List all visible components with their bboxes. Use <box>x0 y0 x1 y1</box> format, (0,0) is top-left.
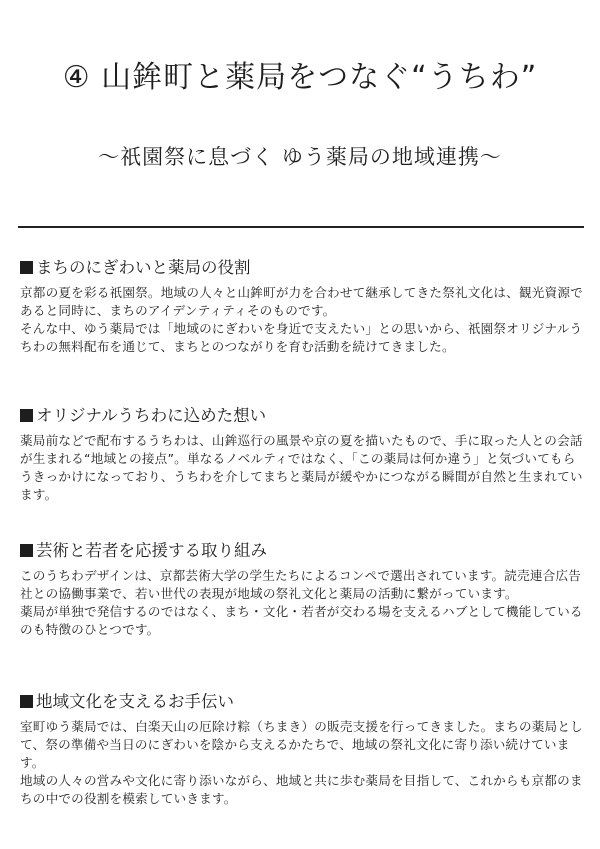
section-heading <box>20 690 586 714</box>
page-subtitle: 〜祇園祭に息づく ゆう薬局の地域連携〜 <box>98 145 502 169</box>
page-title: ④ 山鉾町と薬局をつなぐ“うちわ” <box>62 60 538 95</box>
section-original-uchiwa <box>20 404 586 504</box>
section-paragraph: このうちわデザインは、京都芸術大学の学生たちによるコンペで選出されています。読売連合広告社との協働事業で、若い世代の表現が地域の祭礼文化と薬局の活動に繋がっています。 <box>20 568 582 601</box>
section-paragraph: 薬局前などで配布するうちわは、山鉾巡行の風景や京の夏を描いたもので、手に取った人との会話が生まれる“地域との接点”。単なるノベルティではなく、「この薬局は何か違う」と気づいてもらうきっかけになっており、うちわを介してまちと薬局が緩やかにつながる瞬間が自然と生まれています。 <box>20 433 583 502</box>
section-heading-text: オリジナルうちわに込めた想い <box>36 406 267 425</box>
section-paragraph: 地域の人々の営みや文化に寄り添いながら、地域と共に歩む薬局を目指して、これからも京都のまちの中での役割を模索していきます。 <box>20 773 583 806</box>
section-paragraph: 室町ゆう薬局では、白楽天山の厄除け粽（ちまき）の販売支援を行ってきました。まちの薬局として、祭の準備や当日のにぎわいを陰から支えるかたちで、地域の祭礼文化に寄り添い続けています。 <box>20 719 583 770</box>
section-local-culture <box>20 690 586 808</box>
section-heading <box>20 404 586 428</box>
section-heading-text: 芸術と若者を応援する取り組み <box>36 541 267 560</box>
section-machi-nigiwai <box>20 256 586 356</box>
square-bullet-icon <box>20 544 33 557</box>
square-bullet-icon <box>20 261 33 274</box>
square-bullet-icon <box>20 695 33 708</box>
title-divider <box>18 226 584 228</box>
section-paragraph: 薬局が単独で発信するのではなく、まち・文化・若者が交わる場を支えるハブとして機能しているのも特徴のひとつです。 <box>20 604 583 637</box>
section-heading <box>20 256 586 280</box>
section-heading-text: 地域文化を支えるお手伝い <box>36 692 234 711</box>
section-art-youth <box>20 539 586 639</box>
section-heading-text: まちのにぎわいと薬局の役割 <box>36 258 251 277</box>
square-bullet-icon <box>20 409 33 422</box>
section-paragraph: 京都の夏を彩る祇園祭。地域の人々と山鉾町が力を合わせて継承してきた祭礼文化は、観光資源であると同時に、まちのアイデンティティそのものです。 <box>20 285 583 318</box>
section-heading <box>20 539 586 563</box>
section-paragraph: そんな中、ゆう薬局では「地域のにぎわいを身近で支えたい」との思いから、祇園祭オリジナルうちわの無料配布を通じて、まちとのつながりを育む活動を続けてきました。 <box>20 321 583 354</box>
